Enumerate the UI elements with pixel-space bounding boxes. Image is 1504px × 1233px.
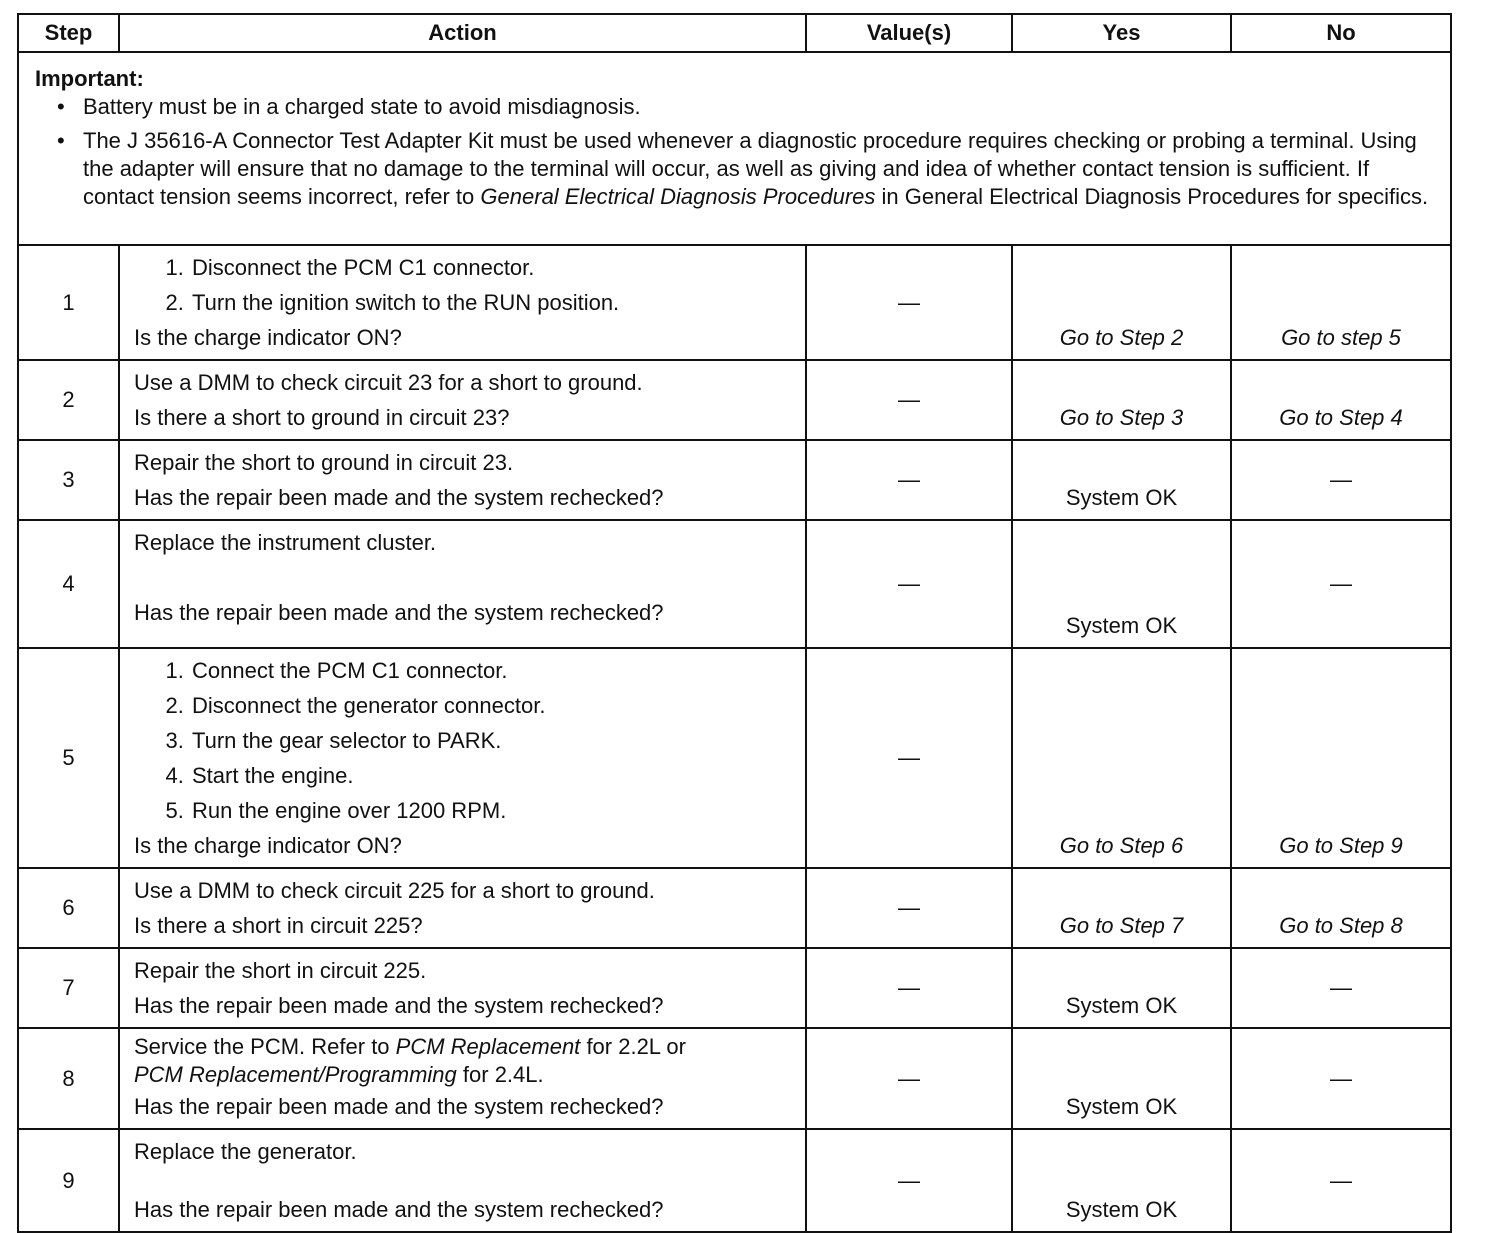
step-value: — [806,245,1012,360]
action-item: 1. Connect the PCM C1 connector. [190,653,793,688]
important-bullet-adapter [83,127,1436,211]
step-no: — [1231,520,1451,648]
action-item: 5. Run the engine over 1200 RPM. [190,793,793,828]
action-question: Has the repair been made and the system rechecked? [134,1094,664,1119]
step-no: Go to Step 4 [1231,360,1451,440]
header-values: Value(s) [806,14,1012,52]
header-yes: Yes [1012,14,1231,52]
action-text: for 2.4L. [462,1062,544,1087]
step-number: 5 [18,648,119,868]
action-text: for 2.2L or [586,1034,686,1059]
action-line: Repair the short to ground in circuit 23. [134,450,514,475]
table-row [18,245,1451,360]
action-spacer [134,1169,793,1192]
header-row [18,14,1451,52]
important-bullet-adapter-text: The J 35616-A Connector Test Adapter Kit must be used whenever a diagnostic procedure requires checking or probing a terminal. Using the adapter will ensure that no damage to the terminal will occur, as well as giving and idea of whether contact tension is sufficient. If contact tension seems incorrect, refer to [83,128,1417,209]
step-value: — [806,868,1012,948]
step-number: 4 [18,520,119,648]
important-bullet-battery [83,93,1436,121]
header-step: Step [18,14,119,52]
step-value: — [806,1129,1012,1232]
action-question: Has the repair been made and the system rechecked? [134,1197,664,1222]
table-row [18,868,1451,948]
step-value: — [806,520,1012,648]
step-no: — [1231,440,1451,520]
important-title: Important: [35,66,144,91]
important-bullet-battery-text: Battery must be in a charged state to avoid misdiagnosis. [83,94,641,119]
action-spacer [134,560,793,595]
step-no: — [1231,948,1451,1028]
step-number: 8 [18,1028,119,1129]
action-question: Has the repair been made and the system rechecked? [134,485,664,510]
step-number: 3 [18,440,119,520]
step-number: 6 [18,868,119,948]
header-no: No [1231,14,1451,52]
step-action [119,948,806,1028]
step-yes: System OK [1012,1129,1231,1232]
step-action [119,1028,806,1129]
table-row [18,948,1451,1028]
step-value: — [806,360,1012,440]
important-bullet-adapter-ref: General Electrical Diagnosis Procedures [480,184,876,209]
action-question: Is the charge indicator ON? [134,833,402,858]
table-row [18,648,1451,868]
step-no: Go to step 5 [1231,245,1451,360]
table-row [18,1028,1451,1129]
action-question: Has the repair been made and the system rechecked? [134,993,664,1018]
step-yes: Go to Step 2 [1012,245,1231,360]
step-number: 9 [18,1129,119,1232]
action-ref: PCM Replacement [395,1034,581,1059]
step-no: Go to Step 8 [1231,868,1451,948]
step-action [119,648,806,868]
action-ref: PCM Replacement/Programming [134,1062,457,1087]
step-no: Go to Step 9 [1231,648,1451,868]
table-row [18,1129,1451,1232]
action-question: Has the repair been made and the system rechecked? [134,600,664,625]
action-line: Use a DMM to check circuit 23 for a short to ground. [134,370,643,395]
action-item: 1. Disconnect the PCM C1 connector. [190,250,793,285]
header-action: Action [119,14,806,52]
table-row [18,440,1451,520]
step-action [119,360,806,440]
action-item: 3. Turn the gear selector to PARK. [190,723,793,758]
action-question: Is the charge indicator ON? [134,325,402,350]
step-no: — [1231,1028,1451,1129]
step-yes: Go to Step 7 [1012,868,1231,948]
action-line: Repair the short in circuit 225. [134,958,427,983]
step-value: — [806,648,1012,868]
step-yes: System OK [1012,440,1231,520]
step-value: — [806,440,1012,520]
step-value: — [806,948,1012,1028]
step-action [119,1129,806,1232]
diagnostic-table [17,13,1452,1233]
action-line: Replace the generator. [134,1139,357,1164]
important-bullet-adapter-tail: in General Electrical Diagnosis Procedures for specifics. [881,184,1429,209]
table-row [18,520,1451,648]
step-number: 1 [18,245,119,360]
action-line: Use a DMM to check circuit 225 for a short to ground. [134,878,655,903]
step-number: 7 [18,948,119,1028]
action-question: Is there a short in circuit 225? [134,913,423,938]
action-item: 2. Turn the ignition switch to the RUN position. [190,285,793,320]
table-row [18,360,1451,440]
action-item: 2. Disconnect the generator connector. [190,688,793,723]
important-row [18,52,1451,245]
step-value: — [806,1028,1012,1129]
action-line: Replace the instrument cluster. [134,530,437,555]
step-action [119,440,806,520]
step-number: 2 [18,360,119,440]
action-question: Is there a short to ground in circuit 23? [134,405,510,430]
step-yes: System OK [1012,520,1231,648]
step-yes: Go to Step 3 [1012,360,1231,440]
step-action [119,520,806,648]
step-no: — [1231,1129,1451,1232]
action-line [134,1033,793,1089]
step-action [119,245,806,360]
step-yes: System OK [1012,1028,1231,1129]
important-note [18,52,1451,245]
step-action [119,868,806,948]
step-yes: Go to Step 6 [1012,648,1231,868]
action-text: Service the PCM. Refer to [134,1034,390,1059]
step-yes: System OK [1012,948,1231,1028]
action-item: 4. Start the engine. [190,758,793,793]
